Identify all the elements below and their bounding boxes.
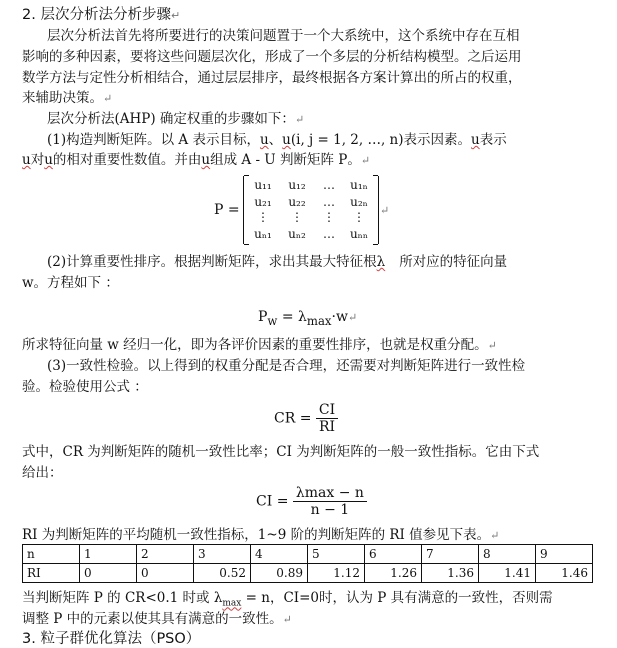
cr-formula: CR = $\frac{CI}{RI}$: [274, 402, 338, 435]
conclusion-line1: 当判断矩阵 P 的 CR<0.1 时或 $\lambda_{max} = n$，CI=0时，认为 P 具有满意的一致性，否则需: [22, 590, 553, 609]
matrix-cell: u₁₁: [254, 178, 272, 192]
conclusion-line2: 调整 P 中的元素以使其具有满意的一致性。↵: [22, 611, 292, 627]
step1-line1: (1)构造判断矩阵。以 A 表示目标，u、u(i, j = 1, 2, …, n)表示因素。u表示: [47, 132, 507, 148]
table-cell: 2: [137, 545, 194, 564]
matrix-cell: u₂₁: [254, 195, 272, 209]
next-section-heading: 3. 粒子群优化算法（PSO）: [22, 631, 201, 647]
matrix-cell: u₂ₙ: [350, 195, 368, 209]
table-cell: 0.89: [251, 564, 308, 583]
matrix-label: P =: [214, 202, 240, 218]
ri-table-header-row: [23, 545, 593, 564]
normalize-line: 所求特征向量 w 经归一化，即为各评价因素的重要性排序，也就是权重分配。↵: [22, 337, 497, 353]
paragraph-line: 影响的多种因素，要将这些问题层次化，形成了一个多层的分析结构模型。之后运用: [22, 49, 522, 65]
matrix-cell: …: [323, 227, 335, 241]
ri-intro-line: RI 为判断矩阵的平均随机一致性指标，1~9 阶的判断矩阵的 RI 值参见下表。↵: [22, 527, 500, 543]
step2-line2: w。方程如下 ：: [22, 275, 119, 291]
ri-table-value-row: [23, 564, 593, 583]
step3-line2: 验。检验使用公式 ：: [22, 379, 148, 395]
matrix-cell: u₂₂: [288, 195, 306, 209]
table-cell: 9: [536, 545, 593, 564]
section-heading: 2. 层次分析法分析步骤↵: [22, 7, 181, 23]
judgment-matrix: [243, 176, 379, 244]
table-cell: 0: [137, 564, 194, 583]
eigen-formula: $P_w$ = $\lambda_{max}\cdot w↵$: [258, 309, 358, 328]
matrix-cell: ⋮: [323, 210, 335, 224]
ci-formula: CI = $\frac{\lambda\max - n}{n - 1}$: [256, 485, 367, 518]
matrix-cell: uₙ₂: [288, 227, 306, 241]
table-cell: 3: [194, 545, 251, 564]
table-cell: 1.41: [479, 564, 536, 583]
paragraph-line: 层次分析法首先将所要进行的决策问题置于一个大系统中，这个系统中存在互相: [47, 28, 520, 44]
table-cell: 5: [308, 545, 365, 564]
table-cell: 1.46: [536, 564, 593, 583]
table-cell: 1.36: [422, 564, 479, 583]
matrix-cell: uₙ₁: [254, 227, 272, 241]
paragraph-line: 来辅助决策。↵: [22, 90, 113, 106]
matrix-cell: uₙₙ: [349, 227, 369, 241]
table-cell: 1: [80, 545, 137, 564]
table-cell: 1.12: [308, 564, 365, 583]
table-cell: 1.26: [365, 564, 422, 583]
matrix-cell: u₁₂: [288, 178, 306, 192]
cr-explain-line2: 给出：: [22, 465, 63, 481]
matrix-cell: ⋮: [353, 210, 365, 224]
matrix-cell: ⋮: [291, 210, 303, 224]
matrix-cell: u₁ₙ: [350, 178, 368, 192]
table-cell: n: [23, 545, 80, 564]
paragraph-line: 数学方法与定性分析相结合，通过层层排序，最终根据各方案计算出的所占的权重，: [22, 70, 522, 86]
matrix-cell: ⋮: [257, 210, 269, 224]
table-cell: 8: [479, 545, 536, 564]
table-cell: 0.52: [194, 564, 251, 583]
document-page: 2. 层次分析法分析步骤↵ 层次分析法首先将所要进行的决策问题置于一个大系统中，这个系统中存在互相 影响的多种因素，要将这些问题层次化，形成了一个多层的分析结构模型。之后运用 数学方法与定性分析相结合，通过层层排序，最终根据各方案计算出的所占的权重， 来辅助决策。↵ 层次分析法(AHP) 确定权重的步骤如下：↵ (1)构造判断矩阵。以 A 表示目标，u、u(i, j = 1, 2, …, n)表示因素。u表示 u对u的相对重要性数值。并由u组成 A - U 判断矩阵 P。↵ P = u₁₁ u₁₂ … u₁ₙ u₂₁ u₂₂ … u₂ₙ ⋮ ⋮ ⋮ ⋮ uₙ₁ uₙ₂ … uₙₙ ↵ (2)计算重要性排序。根据判断矩阵，求出其最大特征根λ 所对应的特征向量 w。方程如下 ： $P_w$ = $\lambda_{max}\cdot w↵$ 所求特征向量 w 经归一化，即为各评价因素的重要性排序，也就是权重分配。↵ (3)一致性检验。以上得到的权重分配是否合理，还需要对判断矩阵进行一致性检 验。检验使用公式 ： CR = $\frac{CI}{RI}$ 式中，CR 为判断矩阵的随机一致性比率；CI 为判断矩阵的一般一致性指标。它由下式 给出： CI = $\frac{\lambda\max - n}{n - 1}$ RI 为判断矩阵的平均随机一致性指标，1~9 阶的判断矩阵的 RI 值参见下表。↵ n 1 2 3 4 5 6 7 8 9 RI 0 0 0.52 0.89 1.12 1.26 1.36 1.41 1.46 当判断矩阵 P 的 CR<0.1 时或 $\lambda_{max} = n$，CI=0时，认为 P 具有满意的一致性，否则需 调整 P 中的元素以使其具有满意的一致性。↵ 3. 粒子群优化算法（PSO）: [0, 0, 617, 639]
matrix-cell: …: [323, 178, 335, 192]
table-cell: 0: [80, 564, 137, 583]
step1-line2: u对u的相对重要性数值。并由u组成 A - U 判断矩阵 P。↵: [22, 152, 371, 168]
step2-line1: (2)计算重要性排序。根据判断矩阵，求出其最大特征根λ 所对应的特征向量: [47, 254, 508, 270]
table-cell: 6: [365, 545, 422, 564]
table-cell: RI: [23, 564, 80, 583]
intro-line: 层次分析法(AHP) 确定权重的步骤如下：↵: [47, 111, 305, 127]
table-cell: 4: [251, 545, 308, 564]
step3-line1: (3)一致性检验。以上得到的权重分配是否合理，还需要对判断矩阵进行一致性检: [47, 358, 526, 374]
ri-table: [22, 544, 593, 583]
cr-explain-line1: 式中，CR 为判断矩阵的随机一致性比率；CI 为判断矩阵的一般一致性指标。它由下式: [22, 444, 540, 460]
table-cell: 7: [422, 545, 479, 564]
matrix-cell: …: [323, 195, 335, 209]
